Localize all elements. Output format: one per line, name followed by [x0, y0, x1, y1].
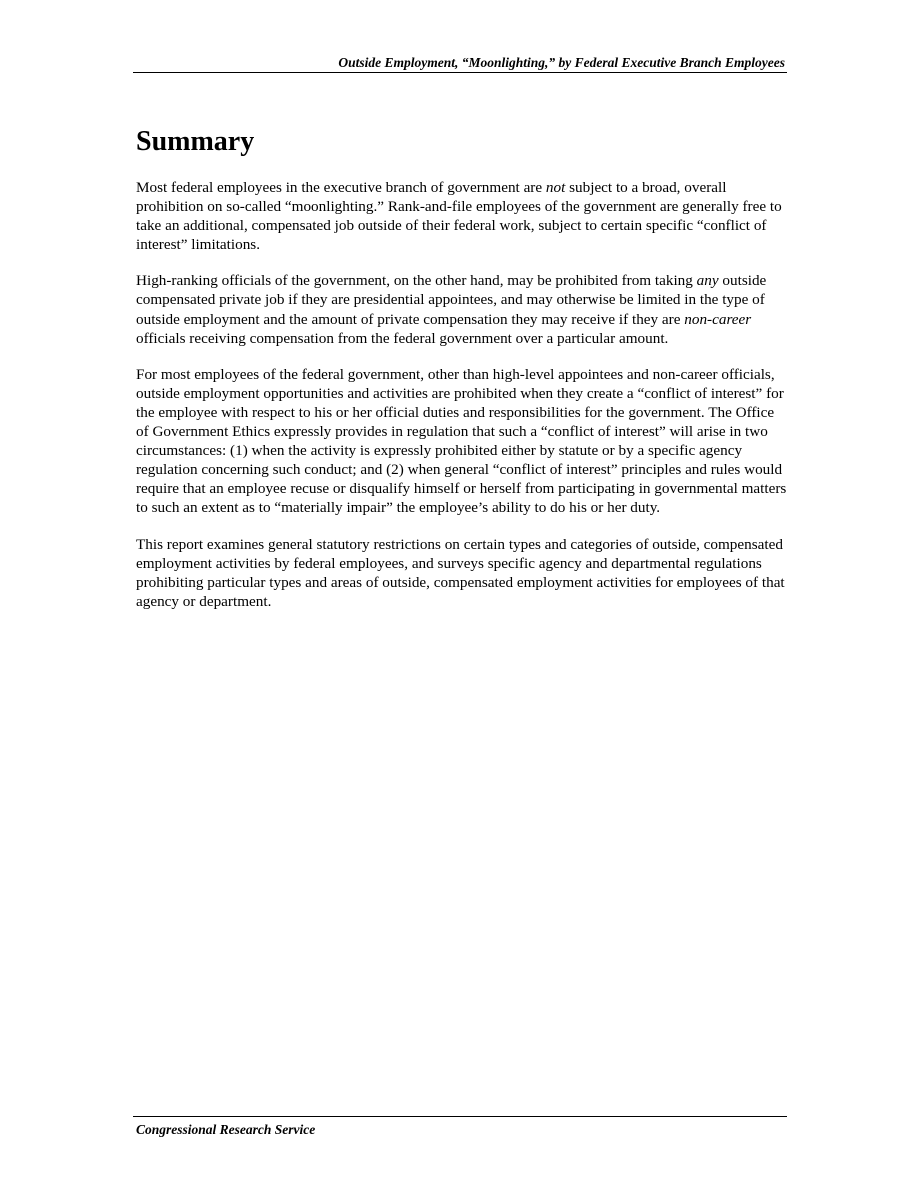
- paragraph-2-text-c: outside compensated private job if they are presidential appointees, and may otherwise be limited in the type of outside employment and the amount of private compensation they may receive if they are: [136, 272, 767, 328]
- paragraph-2-text-e: officials receiving compensation from the federal government over a particular amount.: [136, 329, 669, 347]
- page-footer: [133, 1116, 787, 1139]
- paragraph-2-emphasis-any: any: [696, 272, 719, 290]
- paragraph-1-emphasis: not: [545, 179, 566, 196]
- paragraph-1-text-c: subject to a broad, overall prohibition on so-called “moonlighting.” Rank-and-file employees of the government are generally free to take an additional, compensated job outside of their federal work, subject to certain specific “conflict of interest” limitations.: [136, 179, 782, 254]
- paragraph-2-emphasis-non-career: non-career: [684, 310, 752, 328]
- paragraph-3: For most employees of the federal government, other than high-level appointees and non-career officials, outside employment opportunities and activities are prohibited when they create a “conflict of interest” for the employee with respect to his or her official duties and responsibilities for the government. The Office of Government Ethics expressly provides in regulation that such a “conflict of interest” will arise in two circumstances: (1) when the activity is expressly prohibited either by statute or by a specific agency regulation concerning such conduct; and (2) when general “conflict of interest” principles and rules would require that an employee recuse or disqualify himself or herself from participating in governmental matters to such an extent as to “materially impair” the employee’s ability to do his or her duty.: [136, 365, 787, 517]
- paragraph-1-text-a: Most federal employees in the executive branch of government are: [136, 179, 546, 196]
- section-title: Summary: [136, 126, 255, 157]
- paragraph-4: This report examines general statutory restrictions on certain types and categories of outside, compensated employment activities by federal employees, and surveys specific agency and departmental regulations prohibiting particular types and areas of outside, compensated employment activities for employees of that agency or department.: [136, 535, 785, 610]
- paragraph-2: [136, 271, 788, 347]
- footer-organization: Congressional Research Service: [136, 1122, 316, 1137]
- running-header: [133, 54, 787, 73]
- summary-body: [136, 178, 788, 628]
- running-header-title: Outside Employment, “Moonlighting,” by Federal Executive Branch Employees: [338, 55, 785, 70]
- paragraph-2-text-a: High-ranking officials of the government, on the other hand, may be prohibited from taking: [136, 272, 697, 290]
- paragraph-1: [136, 178, 788, 254]
